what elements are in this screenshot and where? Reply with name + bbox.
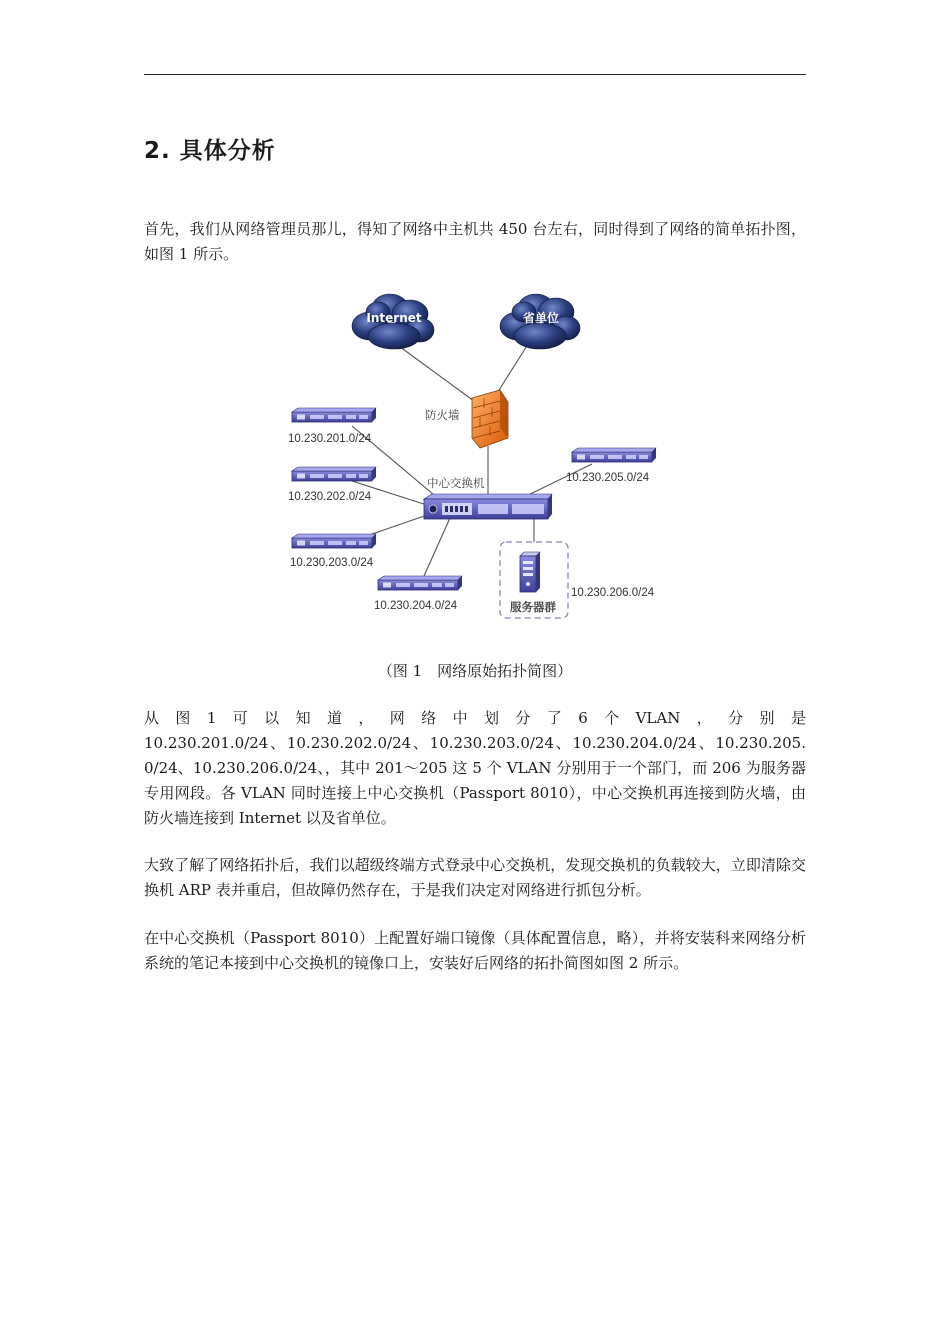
vlan-line-word: 别 (759, 709, 775, 727)
vlan-line-word: 可 (232, 709, 248, 727)
vlan-line-word: 道 (326, 709, 342, 727)
vlan-line-word: ， (358, 709, 374, 727)
vlan-line-word: 1 (206, 709, 217, 727)
vlan-line-word: 从 (144, 709, 160, 727)
server-group-label: 服务器群 (510, 600, 556, 614)
internet-cloud (352, 294, 434, 349)
vlan-line-word: ， (696, 709, 712, 727)
vlan-line-word: 分 (515, 709, 531, 727)
vlan-line-word: VLAN (635, 709, 681, 727)
vlan-line-word: 分 (728, 709, 744, 727)
vlan-paragraph (144, 706, 806, 831)
switch-204-icon (378, 576, 462, 590)
switch-205-icon (572, 448, 656, 462)
vlan-line-word: 以 (264, 709, 280, 727)
section-heading: 2. 具体分析 (144, 138, 276, 164)
firewall-label: 防火墙 (425, 408, 460, 422)
vlan-line-word: 6 (578, 709, 588, 727)
vlan-paragraph-rest: 10.230.201.0/24、10.230.202.0/24、10.230.203.0/24、10.230.204.0/24、10.230.205.0/24、10.230.206.0/24、，其中 201～205 这 5 个 VLAN 分别用于一个部门，而 206 为服务器专用网段。各 VLAN 同时连接上中心交换机（Passport 8010），中心交换机再连接到防火墙，由防火墙连接到 Internet 以及省单位。 (144, 734, 806, 827)
province-cloud (500, 294, 580, 349)
connection-lines (352, 341, 592, 576)
intro-paragraph: 首先，我们从网络管理员那儿，得知了网络中主机共 450 台左右，同时得到了网络的简单拓扑图，如图 1 所示。 (144, 220, 806, 263)
vlan-line-word: 网 (389, 709, 405, 727)
subnet-203-label: 10.230.203.0/24 (290, 557, 374, 569)
analysis-paragraph: 大致了解了网络拓扑后，我们以超级终端方式登录中心交换机，发现交换机的负载较大，立即清除交换机 ARP 表并重启，但故障仍然存在，于是我们决定对网络进行抓包分析。 (144, 856, 806, 899)
vlan-line-word: 中 (452, 709, 468, 727)
vlan-line-word: 图 (175, 709, 191, 727)
header-rule (144, 74, 806, 75)
subnet-205-label: 10.230.205.0/24 (566, 472, 650, 484)
vlan-paragraph-first-line (144, 706, 806, 731)
vlan-line-word: 知 (295, 709, 311, 727)
subnet-202-label: 10.230.202.0/24 (288, 491, 372, 503)
core-switch-icon (424, 494, 552, 519)
switch-202-icon (292, 467, 376, 481)
mirror-paragraph: 在中心交换机（Passport 8010）上配置好端口镜像（具体配置信息，略），并将安装科来网络分析系统的笔记本接到中心交换机的镜像口上，安装好后网络的拓扑简图如图 2 所示。 (144, 929, 806, 972)
switch-201-icon (292, 408, 376, 422)
server-icon (520, 552, 540, 592)
figure-caption: （图 1 网络原始拓扑简图） (377, 662, 573, 680)
vlan-line-word: 是 (790, 709, 806, 727)
vlan-line-word: 了 (546, 709, 562, 727)
subnet-204-label: 10.230.204.0/24 (374, 600, 458, 612)
internet-cloud-label: Internet (366, 311, 422, 325)
vlan-line-word: 个 (604, 709, 620, 727)
province-cloud-label: 省单位 (522, 311, 560, 325)
switch-203-icon (292, 534, 376, 548)
vlan-line-word: 划 (484, 709, 500, 727)
vlan-line-word: 络 (421, 709, 437, 727)
firewall-icon (472, 390, 508, 448)
subnet-201-label: 10.230.201.0/24 (288, 433, 372, 445)
network-topology-diagram (282, 286, 672, 631)
core-switch-label: 中心交换机 (427, 476, 485, 490)
subnet-206-label: 10.230.206.0/24 (571, 587, 655, 599)
